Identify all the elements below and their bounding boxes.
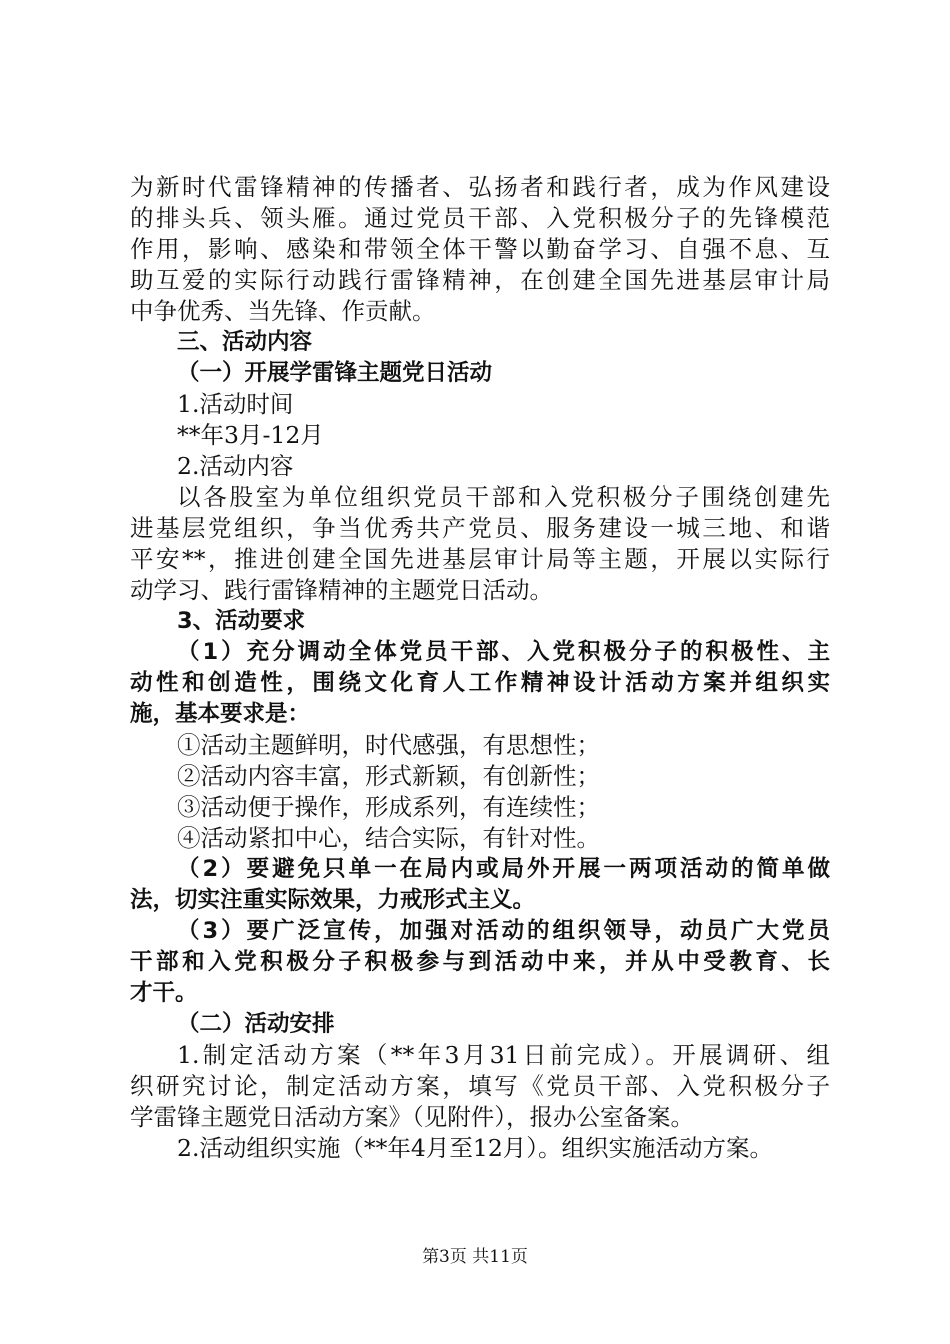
item-heading: 1.活动时间 [177, 390, 294, 418]
body-text-line: 为新时代雷锋精神的传播者、弘扬者和践行者，成为作风建设 [130, 173, 830, 201]
subsection-heading: （一）开展学雷锋主题党日活动 [177, 360, 493, 386]
requirement-line: 干部和入党积极分子积极参与到活动中来，并从中受教育、长 [130, 949, 830, 975]
body-text-line: 动学习、践行雷锋精神的主题党日活动。 [130, 576, 553, 604]
item-heading: 3、活动要求 [177, 608, 306, 634]
requirement-line: 施，基本要求是： [130, 701, 311, 727]
document-body [130, 172, 830, 1164]
body-text-line: 学雷锋主题党日活动方案》（见附件），报办公室备案。 [130, 1103, 694, 1131]
requirement-line: （2）要避免只单一在局内或局外开展一两项活动的简单做 [177, 856, 830, 882]
body-text-line: 1.制定活动方案（**年3月31日前完成）。开展调研、组 [177, 1041, 830, 1069]
list-item: ①活动主题鲜明，时代感强，有思想性； [177, 731, 600, 759]
requirement-line: 法，切实注重实际效果，力戒形式主义。 [130, 887, 536, 913]
body-text-line: 以各股室为单位组织党员干部和入党积极分子围绕创建先 [177, 483, 830, 511]
requirement-line: （3）要广泛宣传，加强对活动的组织领导，动员广大党员 [177, 918, 830, 944]
body-text-line: 助互爱的实际行动践行雷锋精神，在创建全国先进基层审计局 [130, 266, 830, 294]
requirement-line: 动性和创造性，围绕文化育人工作精神设计活动方案并组织实 [130, 670, 830, 696]
list-item: ②活动内容丰富，形式新颖，有创新性； [177, 762, 600, 790]
body-text-line: 平安**，推进创建全国先进基层审计局等主题，开展以实际行 [130, 545, 830, 573]
item-heading: 2.活动内容 [177, 452, 294, 480]
body-text-line: 的排头兵、领头雁。通过党员干部、入党积极分子的先锋模范 [130, 204, 830, 232]
subsection-heading: （二）活动安排 [177, 1011, 335, 1037]
list-item: ③活动便于操作，形成系列，有连续性； [177, 793, 600, 821]
body-text-line: 2.活动组织实施（**年4月至12月）。组织实施活动方案。 [177, 1134, 774, 1162]
page-number: 第3页 共11页 [422, 1247, 528, 1267]
body-text-line: 作用，影响、感染和带领全体干警以勤奋学习、自强不息、互 [130, 235, 830, 263]
body-text-line: 进基层党组织，争当优秀共产党员、服务建设一城三地、和谐 [130, 514, 830, 542]
body-text-line: 中争优秀、当先锋、作贡献。 [130, 297, 436, 325]
list-item: ④活动紧扣中心，结合实际，有针对性。 [177, 824, 600, 852]
section-heading: 三、活动内容 [177, 329, 313, 355]
requirement-line: （1）充分调动全体党员干部、入党积极分子的积极性、主 [177, 639, 830, 665]
requirement-line: 才干。 [130, 980, 198, 1006]
body-text-line: **年3月-12月 [177, 421, 324, 449]
body-text-line: 织研究讨论，制定活动方案，填写《党员干部、入党积极分子 [130, 1072, 830, 1100]
